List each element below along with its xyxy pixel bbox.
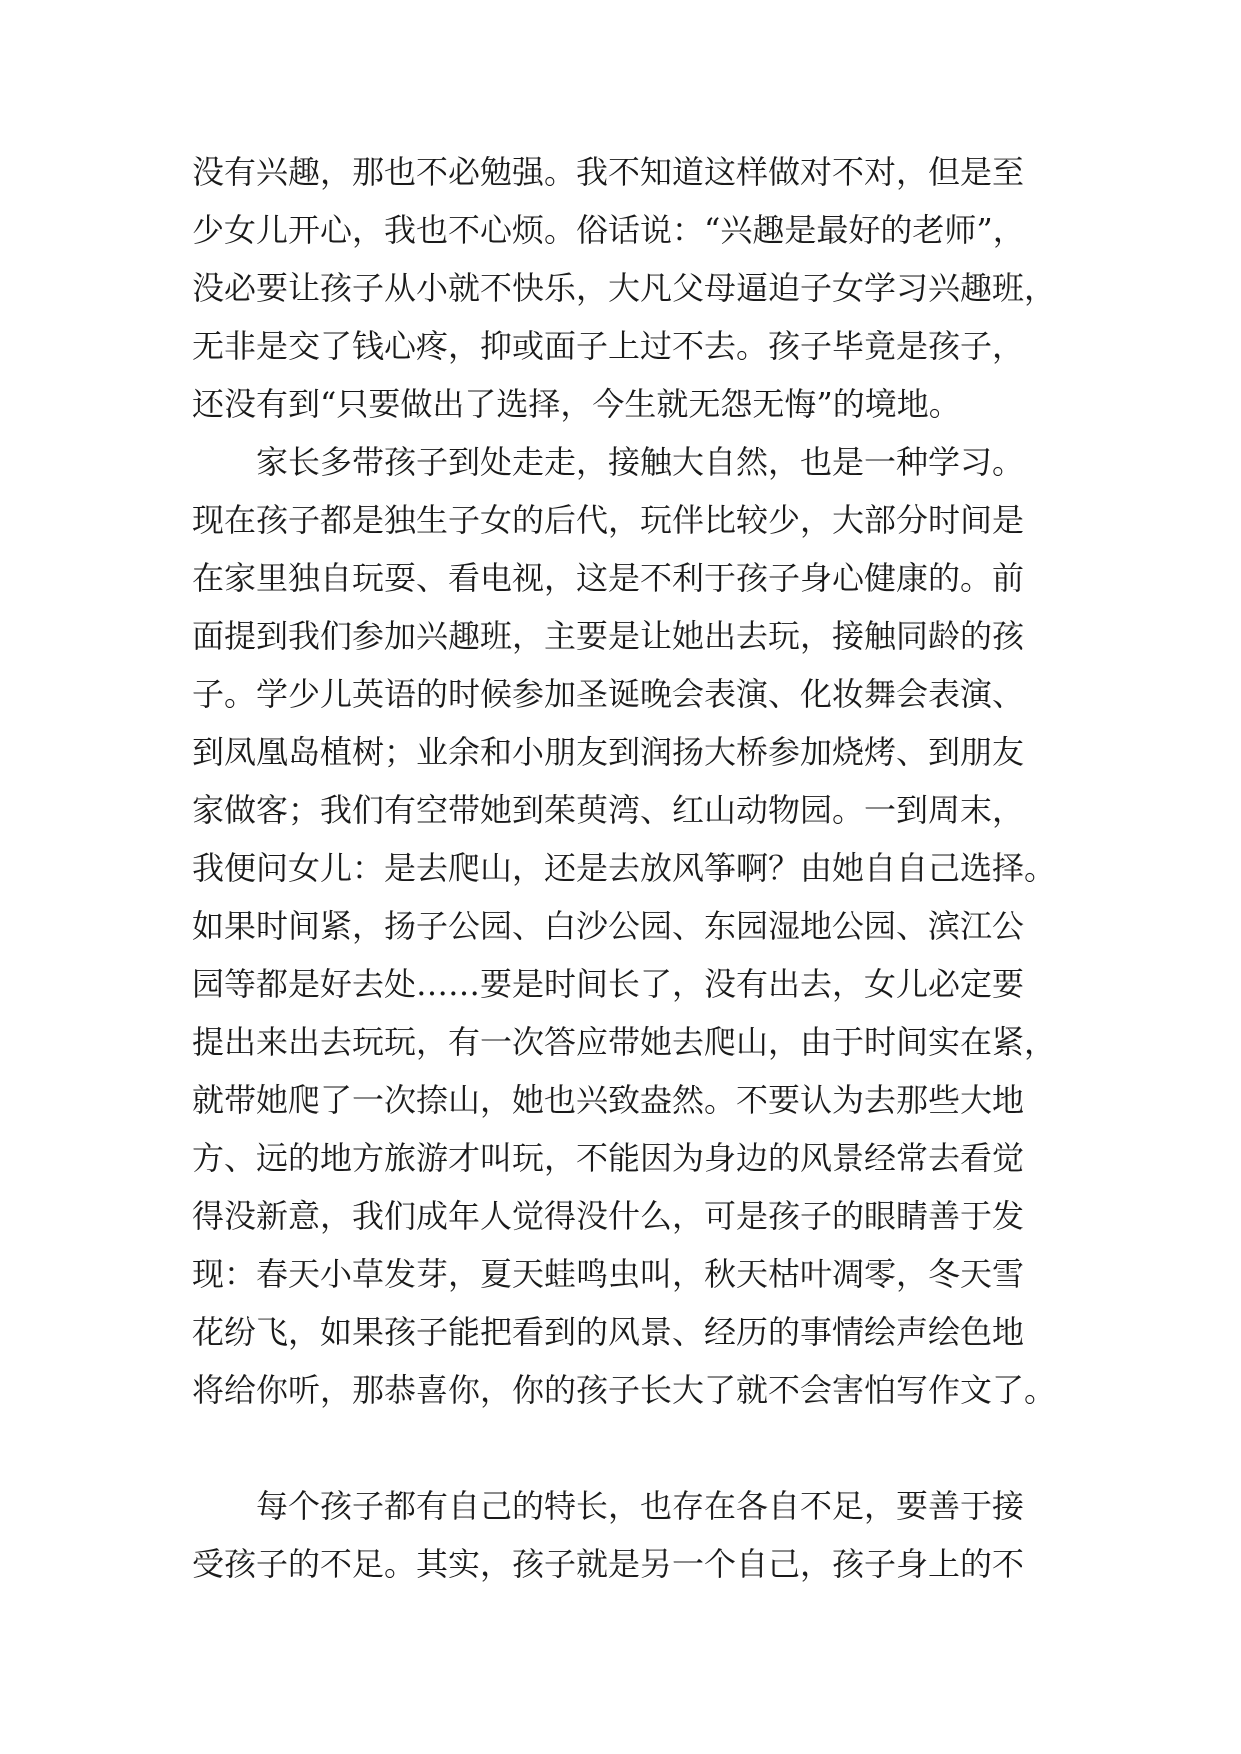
document-body bbox=[192, 143, 1072, 1593]
text-line: 每个孩子都有自己的特长，也存在各自不足，要善于接 bbox=[256, 1487, 1025, 1525]
text-line: 花纷飞，如果孩子能把看到的风景、经历的事情绘声绘色地 bbox=[192, 1313, 1025, 1351]
text-line: 将给你听，那恭喜你，你的孩子长大了就不会害怕写作文了。 bbox=[192, 1371, 1057, 1409]
text-line: 就带她爬了一次捺山，她也兴致盎然。不要认为去那些大地 bbox=[192, 1081, 1025, 1119]
text-line: 到凤凰岛植树；业余和小朋友到润扬大桥参加烧烤、到朋友 bbox=[192, 733, 1025, 771]
paragraph-1 bbox=[192, 143, 1072, 433]
text-line: 面提到我们参加兴趣班，主要是让她出去玩，接触同龄的孩 bbox=[192, 617, 1025, 655]
text-line: 方、远的地方旅游才叫玩，不能因为身边的风景经常去看觉 bbox=[192, 1139, 1025, 1177]
text-line: 如果时间紧，扬子公园、白沙公园、东园湿地公园、滨江公 bbox=[192, 907, 1025, 945]
text-line: 得没新意，我们成年人觉得没什么，可是孩子的眼睛善于发 bbox=[192, 1197, 1025, 1235]
text-line: 家做客；我们有空带她到茱萸湾、红山动物园。一到周末， bbox=[192, 791, 1025, 829]
text-line: 现：春天小草发芽，夏天蛙鸣虫叫，秋天枯叶凋零，冬天雪 bbox=[192, 1255, 1025, 1293]
text-line: 现在孩子都是独生子女的后代，玩伴比较少，大部分时间是 bbox=[192, 501, 1025, 539]
text-line: 少女儿开心，我也不心烦。俗话说：“兴趣是最好的老师”， bbox=[192, 211, 1025, 249]
text-line: 受孩子的不足。其实，孩子就是另一个自己，孩子身上的不 bbox=[192, 1545, 1025, 1583]
text-line: 没有兴趣，那也不必勉强。我不知道这样做对不对，但是至 bbox=[192, 153, 1025, 191]
text-line: 没必要让孩子从小就不快乐，大凡父母逼迫子女学习兴趣班， bbox=[192, 269, 1057, 307]
paragraph-2 bbox=[192, 433, 1072, 1477]
text-line: 提出来出去玩玩，有一次答应带她去爬山，由于时间实在紧， bbox=[192, 1023, 1057, 1061]
text-line bbox=[192, 1419, 1072, 1477]
text-line: 在家里独自玩耍、看电视，这是不利于孩子身心健康的。前 bbox=[192, 559, 1025, 597]
text-line: 我便问女儿：是去爬山，还是去放风筝啊？由她自自己选择。 bbox=[192, 849, 1057, 887]
text-line: 园等都是好去处……要是时间长了，没有出去，女儿必定要 bbox=[192, 965, 1025, 1003]
text-line: 家长多带孩子到处走走，接触大自然，也是一种学习。 bbox=[256, 443, 1025, 481]
paragraph-3 bbox=[192, 1477, 1072, 1593]
text-line: 还没有到“只要做出了选择，今生就无怨无悔”的境地。 bbox=[192, 385, 961, 423]
text-line: 子。学少儿英语的时候参加圣诞晚会表演、化妆舞会表演、 bbox=[192, 675, 1025, 713]
text-line: 无非是交了钱心疼，抑或面子上过不去。孩子毕竟是孩子， bbox=[192, 327, 1025, 365]
